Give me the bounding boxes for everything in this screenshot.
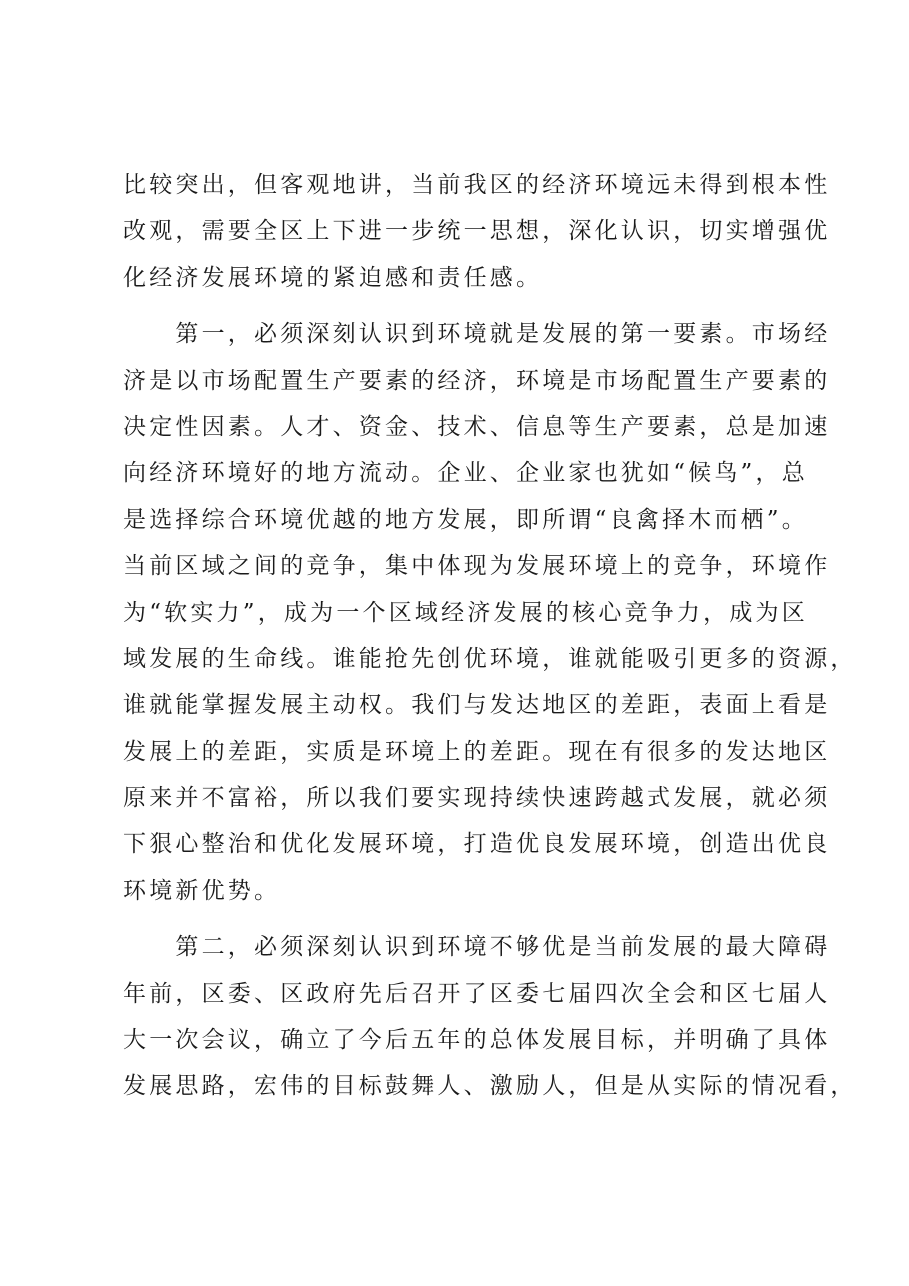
text-line: 向经济环境好的地方流动。企业、企业家也犹如“候鸟”，总 xyxy=(123,460,808,487)
text-line: 环境新优势。 xyxy=(123,877,281,904)
text-line: 下狠心整治和优化发展环境，打造优良发展环境，创造出优良 xyxy=(123,831,831,858)
text-line: 当前区域之间的竞争，集中体现为发展环境上的竞争，环境作 xyxy=(123,553,831,580)
text-line: 改观，需要全区上下进一步统一思想，深化认识，切实增强优 xyxy=(123,218,831,245)
text-line: 域发展的生命线。谁能抢先创优环境，谁就能吸引更多的资源， xyxy=(123,645,857,672)
text-line: 比较突出，但客观地讲，当前我区的经济环境远未得到根本性 xyxy=(123,172,831,198)
text-line: 发展思路，宏伟的目标鼓舞人、激励人，但是从实际的情况看， xyxy=(123,1073,857,1100)
text-line: 谁就能掌握发展主动权。我们与发达地区的差距，表面上看是 xyxy=(123,692,831,719)
text-line: 年前，区委、区政府先后召开了区委七届四次全会和区七届人 xyxy=(123,980,831,1007)
text-line: 是选择综合环境优越的地方发展，即所谓“良禽择木而栖”。 xyxy=(123,506,808,533)
text-line: 发展上的差距，实质是环境上的差距。现在有很多的发达地区 xyxy=(123,738,831,765)
text-line: 济是以市场配置生产要素的经济，环境是市场配置生产要素的 xyxy=(123,367,831,394)
text-line: 大一次会议，确立了今后五年的总体发展目标，并明确了具体 xyxy=(123,1027,831,1054)
text-line: 化经济发展环境的紧迫感和责任感。 xyxy=(123,264,543,291)
text-line: 第一，必须深刻认识到环境就是发展的第一要素。市场经 xyxy=(123,321,831,348)
text-line: 决定性因素。人才、资金、技术、信息等生产要素，总是加速 xyxy=(123,413,831,440)
text-line: 原来并不富裕，所以我们要实现持续快速跨越式发展，就必须 xyxy=(123,785,831,812)
text-line: 第二，必须深刻认识到环境不够优是当前发展的最大障碍 xyxy=(123,934,831,961)
text-line: 为“软实力”，成为一个区域经济发展的核心竞争力，成为区 xyxy=(123,599,808,626)
document-body xyxy=(123,162,857,1110)
